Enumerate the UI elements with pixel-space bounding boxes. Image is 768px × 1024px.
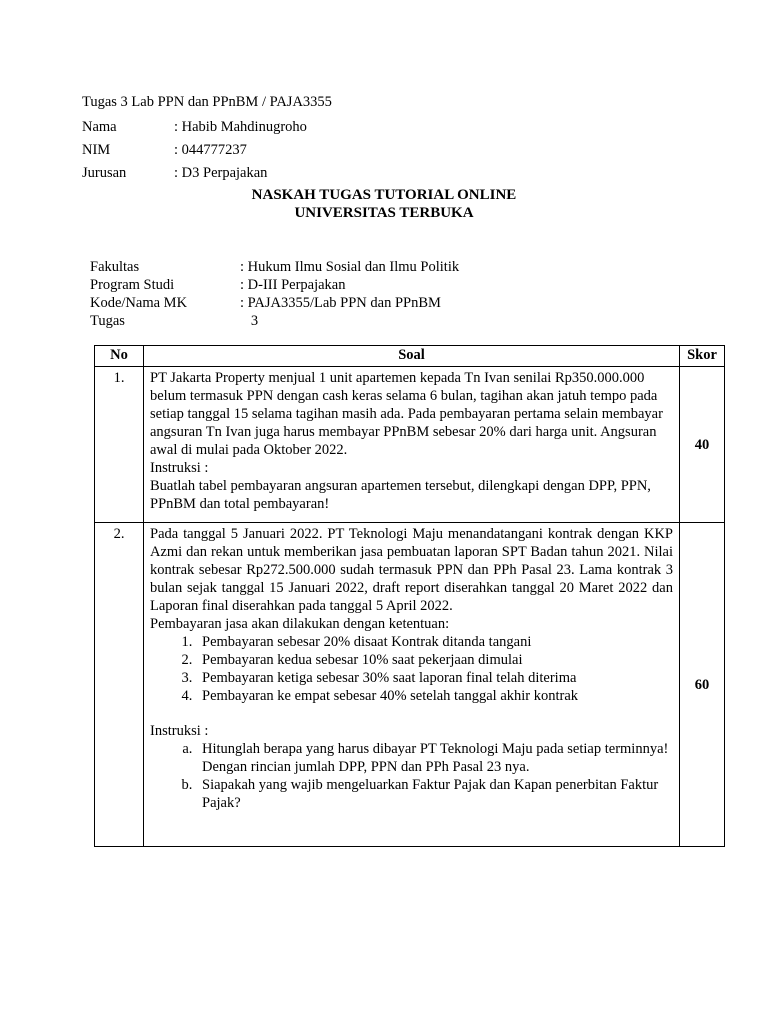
field-label-nama: Nama [82,119,117,135]
tasks-table [94,345,725,847]
ketentuan-intro: Pembayaran jasa akan dilakukan dengan ketentuan: [150,616,450,632]
row-number: 1. [95,367,144,523]
field-value-nim: : 044777237 [174,142,247,158]
list-item: 4. Pembayaran ke empat sebesar 40% setelah tanggal akhir kontrak [196,687,673,705]
instruction-label: Instruksi : [150,460,209,476]
header-soal: Soal [144,346,680,367]
ketentuan-list [150,633,673,705]
info-value-tugas: 3 [240,313,259,329]
doc-title-line1: NASKAH TUGAS TUTORIAL ONLINE [251,187,517,203]
doc-title-line2: UNIVERSITAS TERBUKA [294,205,474,221]
list-item: 3. Pembayaran ketiga sebesar 30% saat laporan final telah diterima [196,669,673,687]
info-label-kode-mk: Kode/Nama MK [90,295,188,311]
table-row [95,523,725,847]
list-item: a. Hitunglah berapa yang harus dibayar PT Teknologi Maju pada setiap terminnya! Dengan rincian jumlah DPP, PPN dan PPh Pasal 23 nya. [196,740,673,776]
info-label-tugas: Tugas [90,313,125,329]
info-value-kode-mk: : PAJA3355/Lab PPN dan PPnBM [240,295,441,311]
table-header-row [95,346,725,367]
info-label-fakultas: Fakultas [90,259,140,275]
list-item: 1. Pembayaran sebesar 20% disaat Kontrak ditanda tangani [196,633,673,651]
question-paragraph: PT Jakarta Property menjual 1 unit apartemen kepada Tn Ivan senilai Rp350.000.000 belum termasuk PPN dengan cash keras selama 6 bulan, tagihan akan jatuh tempo pada setiap tanggal 15 selama tagihan masih ada. Pada pembayaran pertama selain membayar angsuran Tn Ivan juga harus membayar PPnBM sebesar 20% dari harga unit. Angsuran awal di mulai pada Oktober 2022. [150,370,663,458]
course-line: Tugas 3 Lab PPN dan PPnBM / PAJA3355 [82,94,332,110]
spacer [150,705,673,722]
question-cell [144,367,680,523]
instruction-label: Instruksi : [150,723,209,739]
field-label-jurusan: Jurusan [82,165,127,181]
table-row [95,367,725,523]
info-label-program-studi: Program Studi [90,277,175,293]
score-cell: 40 [680,367,725,523]
instruction-text: Buatlah tabel pembayaran angsuran apartemen tersebut, dilengkapi dengan DPP, PPN, PPnBM dan total pembayaran! [150,478,651,512]
info-value-fakultas: : Hukum Ilmu Sosial dan Ilmu Politik [240,259,460,275]
list-item: b. Siapakah yang wajib mengeluarkan Faktur Pajak dan Kapan penerbitan Faktur Pajak? [196,776,673,812]
instruction-list [150,740,673,812]
field-label-nim: NIM [82,142,111,158]
score-cell: 60 [680,523,725,847]
question-paragraph: Pada tanggal 5 Januari 2022. PT Teknologi Maju menandatangani kontrak dengan KKP Azmi dan rekan untuk memberikan jasa pembuatan laporan SPT Badan tahun 2021. Nilai kontrak sebesar Rp272.500.000 sudah termasuk PPN dan PPh Pasal 23. Lama kontrak 3 bulan sejak tanggal 15 Januari 2022, draft report diserahkan tanggal 20 Maret 2022 dan Laporan final diserahkan pada tanggal 5 April 2022. [150,526,673,614]
row-number: 2. [95,523,144,847]
field-value-jurusan: : D3 Perpajakan [174,165,268,181]
info-value-program-studi: : D-III Perpajakan [240,277,346,293]
header-no: No [95,346,144,367]
question-cell [144,523,680,847]
field-value-nama: : Habib Mahdinugroho [174,119,307,135]
list-item: 2. Pembayaran kedua sebesar 10% saat pekerjaan dimulai [196,651,673,669]
header-skor: Skor [680,346,725,367]
